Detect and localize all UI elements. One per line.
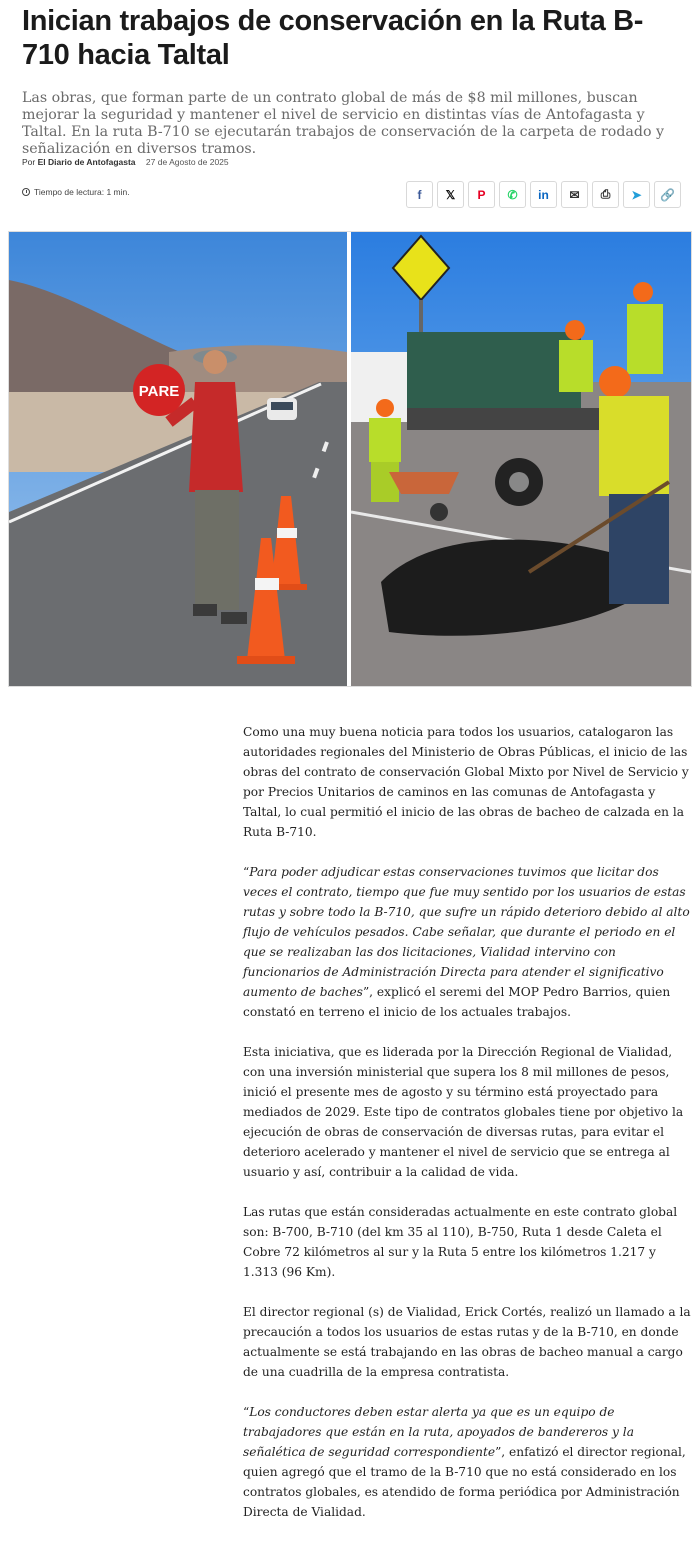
byline <box>22 157 229 167</box>
quote-attribution-6: ”, enfatizó el director regional, quien agregó que el tramo de la B-710 que no está considerado en los contratos globales, es atendido de forma periódica por Administración Directa de Vialidad. <box>243 1445 686 1519</box>
email-share-button[interactable] <box>561 181 588 208</box>
article-body <box>243 722 691 1542</box>
print-share-button[interactable] <box>592 181 619 208</box>
linkedin-icon: in <box>538 187 549 202</box>
quote-6: Los conductores deben estar alerta ya que es un equipo de trabajadores que están en la ruta, apoyados de bandereros y la señalética de seguridad correspondiente <box>243 1405 634 1459</box>
facebook-icon: f <box>417 187 422 202</box>
share-bar <box>406 181 681 208</box>
telegram-icon: ➤ <box>631 187 642 202</box>
whatsapp-icon: ✆ <box>507 187 518 202</box>
telegram-share-button[interactable] <box>623 181 650 208</box>
email-icon: ✉ <box>569 187 580 202</box>
clock-icon <box>22 188 30 196</box>
reading-time-label: Tiempo de lectura: 1 min. <box>34 187 130 197</box>
pinterest-icon: P <box>477 187 486 202</box>
paragraph-3: Esta iniciativa, que es liderada por la Dirección Regional de Vialidad, con una inversión ministerial que supera los 8 mil millones de pesos, inició el presente mes de agosto y su término está proyectado para mediados de 2029. Este tipo de contratos globales tiene por objetivo la ejecución de obras de conservación de diversas rutas, para evitar el deterioro acelerado y mantener el nivel de servicio que se entrega al usuario y así, contribuir a la calidad de vida. <box>243 1045 684 1179</box>
reading-time <box>22 187 130 197</box>
quote-open-2: “ <box>243 865 250 879</box>
facebook-share-button[interactable] <box>406 181 433 208</box>
article-lead: Las obras, que forman parte de un contrato global de más de $8 mil millones, buscan mejorar la seguridad y mantener el nivel de servicio en distintas vías de Antofagasta y Taltal. En la ruta B-710 se ejecutarán trabajos de conservación de la carpeta de rodado y señalización en diversos tramos. <box>22 90 665 157</box>
author-link[interactable]: El Diario de Antofagasta <box>37 157 136 167</box>
quote-attribution-2: ”, explicó el seremi del MOP Pedro Barrios, quien constató en terreno el inicio de los actuales trabajos. <box>243 985 671 1019</box>
paragraph-2 <box>243 862 691 1022</box>
x-share-button[interactable] <box>437 181 464 208</box>
link-share-button[interactable] <box>654 181 681 208</box>
article-photo <box>8 231 692 687</box>
paragraph-5: El director regional (s) de Vialidad, Erick Cortés, realizó un llamado a la precaución a todos los usuarios de estas rutas y de la B-710, en donde actualmente se está trabajando en las obras de bacheo manual a cargo de una cuadrilla de la empresa contratista. <box>243 1305 691 1379</box>
publish-date: 27 de Agosto de 2025 <box>145 157 229 167</box>
pinterest-share-button[interactable] <box>468 181 495 208</box>
print-icon: ⎙ <box>600 187 611 201</box>
link-icon: 🔗 <box>660 187 675 202</box>
paragraph-1: Como una muy buena noticia para todos los usuarios, catalogaron las autoridades regionales del Ministerio de Obras Públicas, el inicio de las obras del contrato de conservación Global Mixto por Nivel de Servicio y por Precios Unitarios de caminos en las comunas de Antofagasta y Taltal, lo cual permitió el inicio de las obras de bacheo de calzada en la Ruta B-710. <box>243 725 689 839</box>
linkedin-share-button[interactable] <box>530 181 557 208</box>
x-icon: 𝕏 <box>445 187 456 202</box>
paragraph-4: Las rutas que están consideradas actualmente en este contrato global son: B-700, B-710 (del km 35 al 110), B-750, Ruta 1 desde Caleta el Cobre 72 kilómetros al sur y la Ruta 5 entre los kilómetros 1.217 y 1.313 (96 Km). <box>243 1205 678 1279</box>
photo-left <box>9 232 347 686</box>
quote-open-6: “ <box>243 1405 250 1419</box>
photo-right <box>351 232 691 686</box>
paragraph-6 <box>243 1402 691 1522</box>
article-title: Inician trabajos de conservación en la Ruta B-710 hacia Taltal <box>22 5 644 71</box>
pare-sign-text: PARE <box>138 383 180 400</box>
byline-prefix: Por <box>22 157 36 167</box>
whatsapp-share-button[interactable] <box>499 181 526 208</box>
quote-2: Para poder adjudicar estas conservaciones tuvimos que licitar dos veces el contrato, tiempo que fue muy sentido por los usuarios de estas rutas y sobre todo la B-710, que sufre un rápido deterioro debido al alto flujo de vehículos pesados. Cabe señalar, que durante el periodo en el que se realizaban las dos licitaciones, Vialidad intervino con funcionarios de Administración Directa para atender el significativo aumento de baches <box>243 865 690 999</box>
